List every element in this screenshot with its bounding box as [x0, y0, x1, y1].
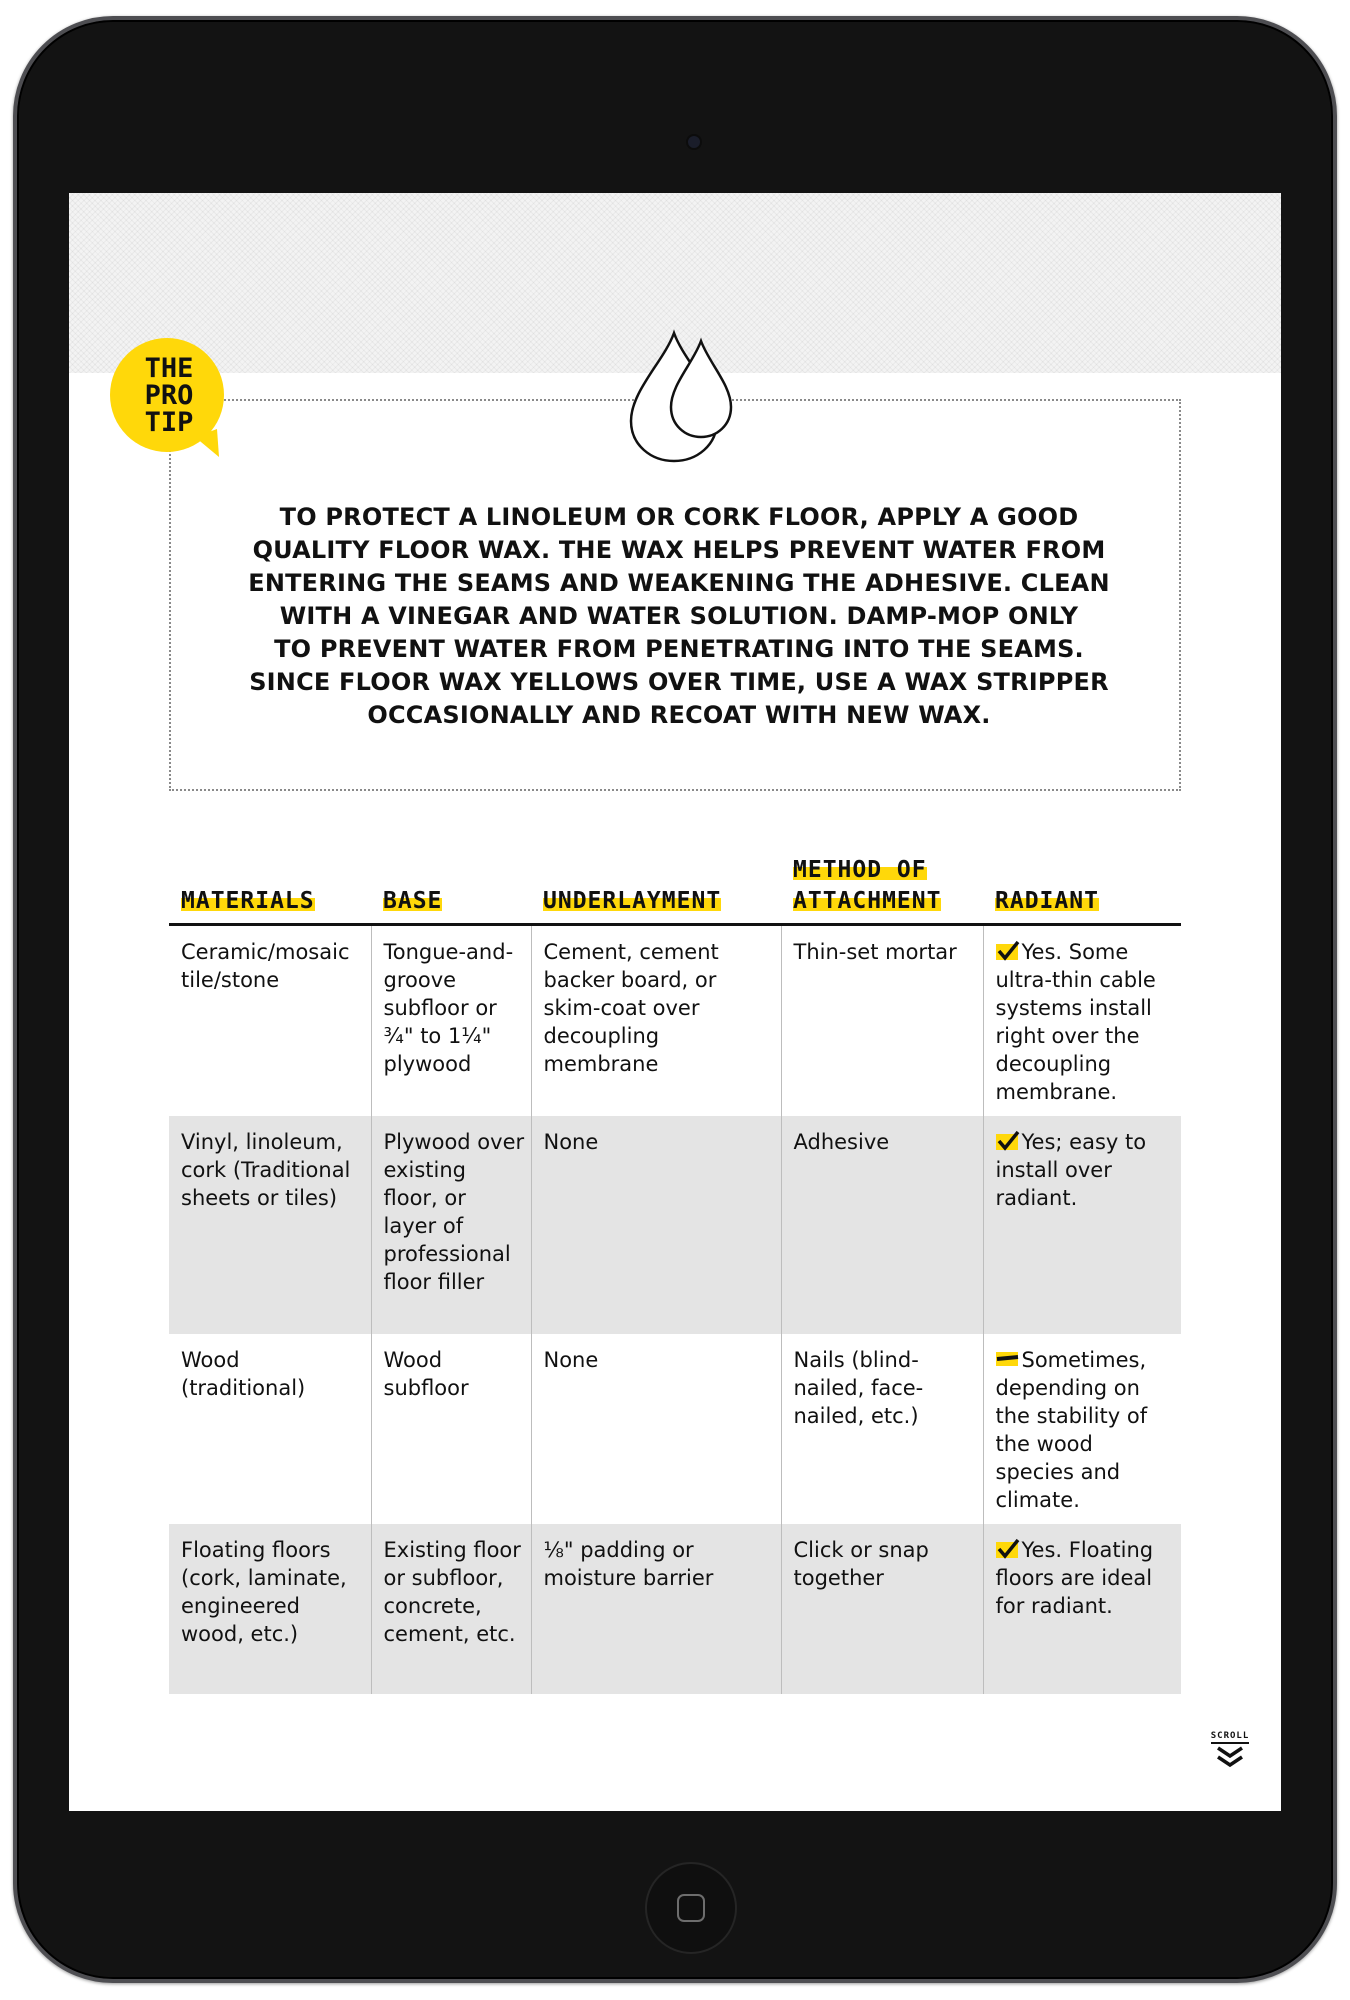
cell-underlayment: Cement, cement backer board, or skim-coat over decoupling membrane	[531, 925, 781, 1117]
tip-line: SINCE FLOOR WAX YELLOWS OVER TIME, USE A WAX STRIPPER	[249, 668, 1109, 696]
badge-line: THE	[144, 353, 194, 384]
cell-radiant	[983, 1524, 1181, 1694]
pro-tip-text	[239, 501, 1119, 732]
double-chevron-down-icon	[1215, 1746, 1245, 1768]
radiant-text: Yes. Floating floors are ideal for radiant.	[995, 1538, 1154, 1618]
radiant-text: Yes. Some ultra-thin cable systems install right over the decoupling membrane.	[995, 940, 1156, 1104]
cell-materials: Wood (traditional)	[181, 1348, 306, 1400]
tip-line: TO PROTECT A LINOLEUM OR CORK FLOOR, APPLY A GOOD	[279, 503, 1079, 531]
cell-materials: Ceramic/mosaic tile/stone	[181, 940, 350, 992]
table-row	[169, 925, 1181, 1117]
header-radiant: RADIANT	[983, 855, 1181, 925]
scroll-label: SCROLL	[1211, 1731, 1250, 1744]
header-underlayment: UNDERLAYMENT	[531, 855, 781, 925]
table-row	[169, 1524, 1181, 1694]
tip-line: OCCASIONALLY AND RECOAT WITH NEW WAX.	[367, 701, 991, 729]
flooring-table	[169, 855, 1181, 1694]
cell-materials: Vinyl, linoleum, cork (Traditional sheets or tiles)	[169, 1116, 371, 1334]
dash-icon	[996, 1348, 1020, 1370]
home-button[interactable]	[645, 1862, 737, 1954]
home-square-icon	[677, 1894, 705, 1922]
cell-radiant	[983, 1334, 1181, 1524]
cell-attachment: Nails (blind-nailed, face-nailed, etc.)	[781, 1334, 983, 1524]
table-row	[169, 1334, 1181, 1524]
tip-line: TO PREVENT WATER FROM PENETRATING INTO THE SEAMS.	[274, 635, 1084, 663]
check-icon	[996, 1538, 1020, 1560]
cell-base: Tongue-and-groove subfloor or ¾" to 1¼" plywood	[371, 925, 531, 1117]
cell-underlayment: None	[531, 1334, 781, 1524]
cell-materials: Floating floors (cork, laminate, engineered wood, etc.)	[169, 1524, 371, 1694]
radiant-text: Sometimes, depending on the stability of the wood species and climate.	[995, 1348, 1148, 1512]
screen	[69, 193, 1281, 1811]
check-icon	[996, 940, 1020, 962]
header-base: BASE	[371, 855, 531, 925]
cell-underlayment: ⅛" padding or moisture barrier	[531, 1524, 781, 1694]
cell-radiant	[983, 925, 1181, 1117]
tip-line: ENTERING THE SEAMS AND WEAKENING THE ADHESIVE. CLEAN	[248, 569, 1110, 597]
water-drops-icon	[619, 321, 739, 471]
badge-line: PRO	[144, 380, 194, 411]
cell-attachment: Adhesive	[781, 1116, 983, 1334]
check-icon	[996, 1130, 1020, 1152]
table-row	[169, 1116, 1181, 1334]
tip-line: QUALITY FLOOR WAX. THE WAX HELPS PREVENT WATER FROM	[252, 536, 1106, 564]
radiant-text: Yes; easy to install over radiant.	[995, 1130, 1147, 1210]
cell-base: Plywood over existing floor, or layer of professional floor filler	[371, 1116, 531, 1334]
tip-line: WITH A VINEGAR AND WATER SOLUTION. DAMP-MOP ONLY	[279, 602, 1079, 630]
cell-underlayment: None	[531, 1116, 781, 1334]
cell-base: Existing floor or subfloor, concrete, cement, etc.	[371, 1524, 531, 1694]
cell-attachment: Thin-set mortar	[781, 925, 983, 1117]
table-header-row	[169, 855, 1181, 925]
cell-radiant	[983, 1116, 1181, 1334]
header-method-of-attachment: METHOD OF ATTACHMENT	[781, 855, 983, 925]
front-camera	[686, 134, 702, 150]
pro-tip-badge-text	[107, 355, 231, 436]
cell-base: Wood subfloor	[371, 1334, 531, 1524]
cell-attachment: Click or snap together	[781, 1524, 983, 1694]
scroll-indicator[interactable]	[1209, 1723, 1251, 1768]
header-materials: MATERIALS	[169, 855, 371, 925]
badge-line: TIP	[144, 407, 194, 438]
